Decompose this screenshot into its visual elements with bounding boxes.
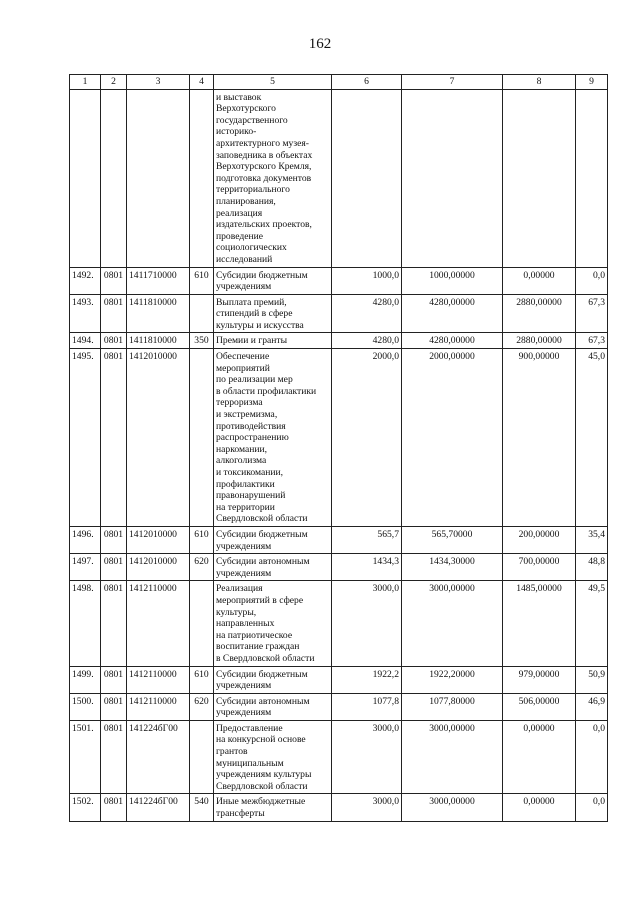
- section-code-cell: 0801: [101, 294, 127, 333]
- column-header: 4: [190, 75, 214, 90]
- planned-amount-cell: [402, 89, 503, 267]
- target-code-cell: 141224бГ00: [127, 794, 190, 821]
- planned-amount-cell: 1922,20000: [402, 666, 503, 693]
- table-row: [70, 267, 608, 294]
- table-row: [70, 294, 608, 333]
- approved-amount-cell: 4280,0: [332, 333, 402, 349]
- item-name-cell: Субсидии автономным учреждениям: [214, 693, 332, 720]
- table-row: [70, 526, 608, 553]
- item-name-cell: Субсидии автономным учреждениям: [214, 554, 332, 581]
- execution-percent-cell: 48,8: [576, 554, 608, 581]
- execution-percent-cell: 35,4: [576, 526, 608, 553]
- executed-amount-cell: 506,00000: [503, 693, 576, 720]
- target-code-cell: 1412110000: [127, 693, 190, 720]
- executed-amount-cell: 0,00000: [503, 267, 576, 294]
- planned-amount-cell: 3000,00000: [402, 581, 503, 666]
- item-name-cell: Субсидии бюджетным учреждениям: [214, 526, 332, 553]
- section-code-cell: 0801: [101, 333, 127, 349]
- planned-amount-cell: 3000,00000: [402, 720, 503, 794]
- approved-amount-cell: 3000,0: [332, 720, 402, 794]
- execution-percent-cell: 67,3: [576, 294, 608, 333]
- item-name-cell: Иные межбюджетные трансферты: [214, 794, 332, 821]
- approved-amount-cell: [332, 89, 402, 267]
- approved-amount-cell: 1434,3: [332, 554, 402, 581]
- table-row: [70, 720, 608, 794]
- approved-amount-cell: 3000,0: [332, 581, 402, 666]
- item-name-cell: Выплата премий, стипендий в сфере культуры и искусства: [214, 294, 332, 333]
- column-header: 7: [402, 75, 503, 90]
- row-number-cell: [70, 89, 101, 267]
- column-header: 9: [576, 75, 608, 90]
- planned-amount-cell: 1077,80000: [402, 693, 503, 720]
- execution-percent-cell: 45,0: [576, 349, 608, 527]
- planned-amount-cell: 565,70000: [402, 526, 503, 553]
- row-number-cell: 1492.: [70, 267, 101, 294]
- execution-percent-cell: 0,0: [576, 794, 608, 821]
- target-code-cell: 1412110000: [127, 666, 190, 693]
- expense-type-cell: 610: [190, 267, 214, 294]
- row-number-cell: 1497.: [70, 554, 101, 581]
- page-number: 162: [308, 36, 332, 52]
- row-number-cell: 1499.: [70, 666, 101, 693]
- column-number-row: [70, 75, 608, 90]
- executed-amount-cell: 0,00000: [503, 794, 576, 821]
- expense-type-cell: [190, 720, 214, 794]
- expense-type-cell: [190, 349, 214, 527]
- executed-amount-cell: 200,00000: [503, 526, 576, 553]
- executed-amount-cell: 0,00000: [503, 720, 576, 794]
- target-code-cell: 1412010000: [127, 349, 190, 527]
- expense-type-cell: 620: [190, 554, 214, 581]
- executed-amount-cell: 700,00000: [503, 554, 576, 581]
- planned-amount-cell: 2000,00000: [402, 349, 503, 527]
- row-number-cell: 1495.: [70, 349, 101, 527]
- target-code-cell: 1411810000: [127, 294, 190, 333]
- item-name-cell: Субсидии бюджетным учреждениям: [214, 666, 332, 693]
- approved-amount-cell: 3000,0: [332, 794, 402, 821]
- row-number-cell: 1502.: [70, 794, 101, 821]
- table-row: [70, 666, 608, 693]
- item-name-cell: Субсидии бюджетным учреждениям: [214, 267, 332, 294]
- executed-amount-cell: 2880,00000: [503, 294, 576, 333]
- execution-percent-cell: 50,9: [576, 666, 608, 693]
- section-code-cell: 0801: [101, 693, 127, 720]
- column-header: 2: [101, 75, 127, 90]
- target-code-cell: [127, 89, 190, 267]
- item-name-cell: Премии и гранты: [214, 333, 332, 349]
- table-row: [70, 794, 608, 821]
- table-row: [70, 333, 608, 349]
- execution-percent-cell: 49,5: [576, 581, 608, 666]
- execution-percent-cell: 67,3: [576, 333, 608, 349]
- execution-percent-cell: 0,0: [576, 720, 608, 794]
- target-code-cell: 1412010000: [127, 554, 190, 581]
- target-code-cell: 1411810000: [127, 333, 190, 349]
- approved-amount-cell: 1922,2: [332, 666, 402, 693]
- executed-amount-cell: [503, 89, 576, 267]
- target-code-cell: 141224бГ00: [127, 720, 190, 794]
- expense-type-cell: 350: [190, 333, 214, 349]
- column-header: 6: [332, 75, 402, 90]
- planned-amount-cell: 1434,30000: [402, 554, 503, 581]
- row-number-cell: 1500.: [70, 693, 101, 720]
- item-name-cell: Обеспечение мероприятий по реализации мер в области профилактики терроризма и экстремизма, противодействия распространению наркомании, алкоголизма и токсикомании, профилактики правонарушений на территории Свердловской области: [214, 349, 332, 527]
- row-number-cell: 1496.: [70, 526, 101, 553]
- execution-percent-cell: 0,0: [576, 267, 608, 294]
- row-number-cell: 1493.: [70, 294, 101, 333]
- section-code-cell: [101, 89, 127, 267]
- table-row: [70, 554, 608, 581]
- column-header: 8: [503, 75, 576, 90]
- table-row: [70, 581, 608, 666]
- planned-amount-cell: 4280,00000: [402, 333, 503, 349]
- column-header: 1: [70, 75, 101, 90]
- expense-type-cell: 620: [190, 693, 214, 720]
- executed-amount-cell: 2880,00000: [503, 333, 576, 349]
- executed-amount-cell: 900,00000: [503, 349, 576, 527]
- approved-amount-cell: 1000,0: [332, 267, 402, 294]
- target-code-cell: 1412010000: [127, 526, 190, 553]
- item-name-cell: Предоставление на конкурсной основе грантов муниципальным учреждениям культуры Свердловской области: [214, 720, 332, 794]
- item-name-cell: Реализация мероприятий в сфере культуры, направленных на патриотическое воспитание граждан в Свердловской области: [214, 581, 332, 666]
- expense-type-cell: 610: [190, 666, 214, 693]
- row-number-cell: 1494.: [70, 333, 101, 349]
- planned-amount-cell: 3000,00000: [402, 794, 503, 821]
- section-code-cell: 0801: [101, 581, 127, 666]
- approved-amount-cell: 565,7: [332, 526, 402, 553]
- section-code-cell: 0801: [101, 267, 127, 294]
- section-code-cell: 0801: [101, 554, 127, 581]
- section-code-cell: 0801: [101, 349, 127, 527]
- section-code-cell: 0801: [101, 526, 127, 553]
- planned-amount-cell: 1000,00000: [402, 267, 503, 294]
- item-name-cell: и выставок Верхотурского государственного историко- архитектурного музея- заповедника в объектах Верхотурского Кремля, подготовка документов территориального планирования, реализация издательских проектов, проведение социологических исследований: [214, 89, 332, 267]
- section-code-cell: 0801: [101, 666, 127, 693]
- budget-table: [69, 74, 608, 822]
- approved-amount-cell: 4280,0: [332, 294, 402, 333]
- expense-type-cell: 610: [190, 526, 214, 553]
- column-header: 5: [214, 75, 332, 90]
- section-code-cell: 0801: [101, 794, 127, 821]
- table-row: [70, 349, 608, 527]
- section-code-cell: 0801: [101, 720, 127, 794]
- column-header: 3: [127, 75, 190, 90]
- expense-type-cell: 540: [190, 794, 214, 821]
- table-row: [70, 693, 608, 720]
- execution-percent-cell: 46,9: [576, 693, 608, 720]
- target-code-cell: 1412110000: [127, 581, 190, 666]
- execution-percent-cell: [576, 89, 608, 267]
- target-code-cell: 1411710000: [127, 267, 190, 294]
- planned-amount-cell: 4280,00000: [402, 294, 503, 333]
- approved-amount-cell: 2000,0: [332, 349, 402, 527]
- expense-type-cell: [190, 294, 214, 333]
- executed-amount-cell: 979,00000: [503, 666, 576, 693]
- approved-amount-cell: 1077,8: [332, 693, 402, 720]
- expense-type-cell: [190, 581, 214, 666]
- table-row: [70, 89, 608, 267]
- executed-amount-cell: 1485,00000: [503, 581, 576, 666]
- row-number-cell: 1498.: [70, 581, 101, 666]
- expense-type-cell: [190, 89, 214, 267]
- row-number-cell: 1501.: [70, 720, 101, 794]
